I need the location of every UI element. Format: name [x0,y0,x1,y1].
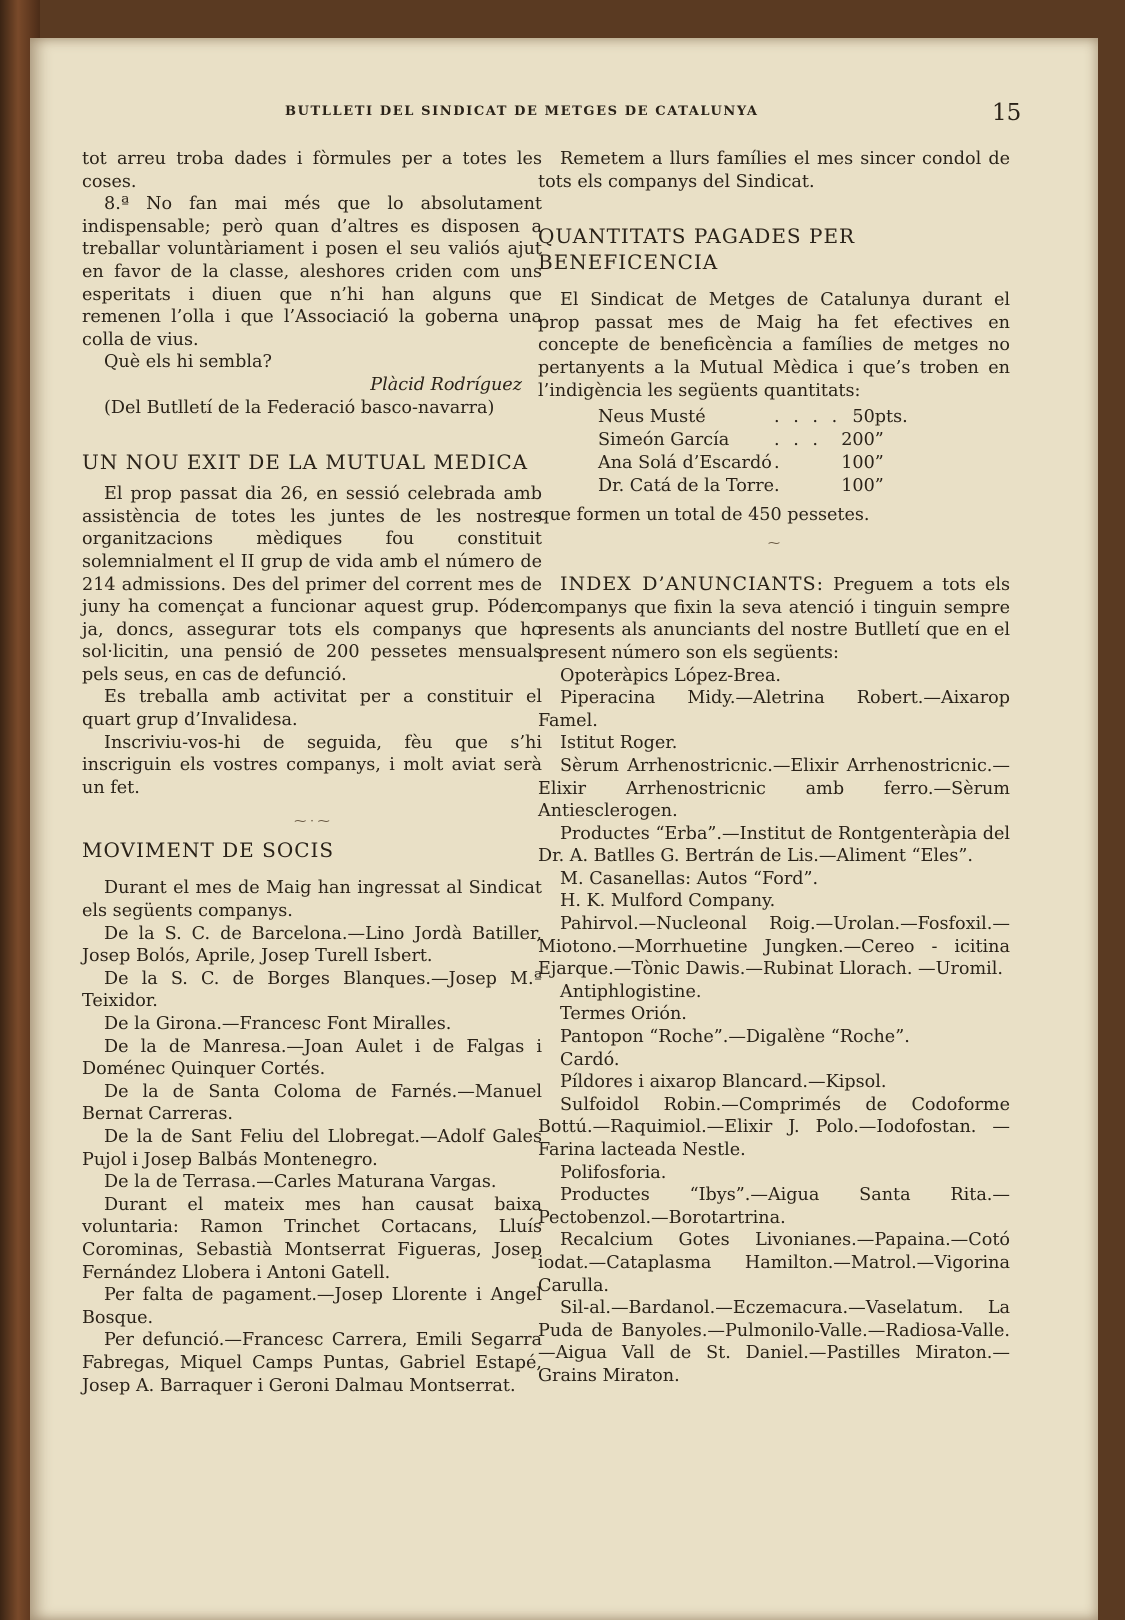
payment-unit: pts. [874,407,908,428]
paragraph: Es treballa amb activitat per a constituir el quart grup d’Invalidesa. [82,687,542,731]
page-header [30,100,1098,134]
table-row [598,406,908,429]
source-note: (Del Butlletí de la Federació basco-navarra) [104,397,495,418]
paragraph: 8.ª No fan mai més que lo absolutament indispensable; però quan d’altres es disposen a treballar voluntàriament i posen el seu valiós ajut en favor de la classe, aleshores criden com uns esperitats i diuen que n’hi han alguns que remenen l’olla i que l’Associació la goberna una colla de vius. [82,194,542,350]
payee-name: Simeón García [598,430,730,451]
advertiser-entry: Sèrum Arrhenostricnic.—Elixir Arrhenostricnic.—Elixir Arrhenostricnic amb ferro.—Sèrum Antiesclerogen. [538,755,1010,822]
index-heading: INDEX D’ANUNCIANTS: [560,572,825,595]
payment-amount: 200 [841,430,875,451]
paragraph: De la S. C. de Borges Blanques.—Josep M.ª Teixidor. [82,968,542,1012]
section-heading: MOVIMENT DE SOCIS [82,838,335,863]
advertiser-entry: Termes Orión. [560,1004,687,1025]
advertiser-entry: Antiphlogistine. [560,981,702,1002]
ornament: ⁓ [768,535,780,550]
advertiser-entry: Opoteràpics López-Brea. [560,665,782,686]
paragraph: El Sindicat de Metges de Catalunya durant el prop passat mes de Maig ha fet efectives en concepte de beneficència a famílies de metges no pertanyents a la Mutual Mèdica i que’s troben en l’indigència les següents quantitats: [538,290,1010,401]
payee-name: Ana Solá d’Escardó [598,453,772,474]
advertiser-entry: Sulfoidol Robin.—Comprimés de Codoforme Bottú.—Raquimiol.—Elixir J. Polo.—Iodofostan. —Farina lacteada Nestle. [538,1094,1010,1160]
payee-name: Dr. Catá de la Torre [598,476,775,497]
right-column [538,148,1010,1388]
paragraph: Per defunció.—Francesc Carrera, Emili Segarra Fabregas, Miquel Camps Puntas, Gabriel Estapé, Josep A. Barraquer i Geroni Dalmau Montserrat. [82,1330,542,1396]
advertiser-entry: Productes “Ibys”.—Aigua Santa Rita.—Pectobenzol.—Borotartrina. [538,1185,1010,1228]
paragraph: De la de Santa Coloma de Farnés.—Manuel Bernat Carreras. [82,1081,542,1125]
table-row [598,475,908,498]
paragraph: De la de Sant Feliu del Llobregat.—Adolf Gales Pujol i Josep Balbás Montenegro. [82,1126,542,1170]
table-row [598,429,908,452]
advertiser-entry: M. Casanellas: Autos “Ford”. [560,868,819,889]
advertiser-entry: Sil-al.—Bardanol.—Eczemacura.—Vaselatum. La Puda de Banyoles.—Pulmonilo-Valle.—Radiosa-Valle.—Aigua Vall de St. Daniel.—Pastilles Miraton.—Grains Miraton. [538,1298,1010,1386]
payee-name: Neus Musté [598,407,706,428]
payment-amount: 50 [852,407,875,428]
advertiser-entry: Pahirvol.—Nucleonal Roig.—Urolan.—Fosfoxil.—Miotono.—Morrhuetine Jungken.—Cereo - icitina Ejarque.—Tònic Dawis.—Rubinat Llorach. —Uromil. [538,914,1010,980]
book-page [30,38,1098,1620]
leader-dots: . [774,476,784,497]
paragraph: De la de Manresa.—Joan Aulet i de Falgas i Doménec Quinquer Cortés. [82,1036,542,1080]
leader-dots: . . . . [774,407,842,428]
payment-unit: ” [874,476,884,497]
paragraph: De la Girona.—Francesc Font Miralles. [104,1014,452,1034]
paragraph: tot arreu troba dades i fòrmules per a totes les coses. [82,149,542,192]
leader-dots: . . . [774,430,823,451]
advertiser-entry: Recalcium Gotes Livonianes.—Papaina.—Cotó iodat.—Cataplasma Hamilton.—Matrol.—Vigorina Carulla. [538,1230,1010,1296]
left-column [82,148,542,1397]
advertiser-entry: Cardó. [560,1049,620,1070]
advertiser-entry: Polifosforia. [560,1162,667,1183]
paragraph: El prop passat dia 26, en sessió celebrada amb assistència de totes les juntes de les nostres organitzacions mèdiques fou constituit solemnialment el II grup de vida amb el número de 214 admissions. Des del primer del corrent mes de juny ha començat a funcionar aquest grup. Póden ja, doncs, assegurar tots els companys que ho sol·licitin, una pensió de 200 pessetes mensuals pels seus, en cas de defunció. [82,484,542,685]
paragraph: De la S. C. de Barcelona.—Lino Jordà Batiller, Josep Bolós, Aprile, Josep Turell Isbert. [82,923,542,967]
paragraph: De la de Terrasa.—Carles Maturana Vargas. [104,1172,497,1193]
section-heading: UN NOU EXIT DE LA MUTUAL MEDICA [82,450,529,475]
paragraph: Durant el mes de Maig han ingressat al Sindicat els següents companys. [82,878,542,922]
paragraph: Què els hi sembla? [104,352,272,373]
payment-amount: 100 [841,476,875,497]
advertiser-entry: Productes “Erba”.—Institut de Rontgenteràpia del Dr. A. Batlles G. Bertrán de Lis.—Aliment “Eles”. [538,823,1010,867]
advertiser-entry: Pantopon “Roche”.—Digalène “Roche”. [560,1027,910,1048]
payment-unit: ” [874,453,884,474]
advertiser-entry: Píldores i aixarop Blancard.—Kipsol. [560,1072,887,1093]
advertiser-entry: Istitut Roger. [560,733,678,754]
table-row [598,452,908,475]
paragraph: Inscriviu-vos-hi de seguida, fèu que s’hi inscriguin els vostres companys, i molt aviat serà un fet. [82,732,542,798]
page-number: 15 [992,100,1022,126]
paragraph: Per falta de pagament.—Josep Llorente i Angel Bosque. [82,1285,542,1328]
running-title: BUTLLETI DEL SINDICAT DE METGES DE CATALUNYA [285,104,759,119]
index-intro: Preguem a tots els companys que fixin la seva atenció i tinguin sempre presents als anunciants del nostre Butlletí que en el present número son els següents: [538,574,1010,663]
ornament: ⁓ · ⁓ [294,814,330,829]
advertiser-entry: Piperacina Midy.—Aletrina Robert.—Aixarop Famel. [538,688,1010,731]
paragraph: que formen un total de 450 pessetes. [538,505,870,526]
paragraph: Durant el mateix mes han causat baixa voluntaria: Ramon Trinchet Cortacans, Lluís Corominas, Sebastià Montserrat Figueras, Josep Fernández Llobera i Antoni Gatell. [82,1194,542,1283]
index-paragraph [538,571,1010,665]
signature: Plàcid Rodríguez [370,374,522,395]
leader-dots: . [774,453,784,474]
payments-table [598,406,908,498]
payment-amount: 100 [841,453,875,474]
paragraph: Remetem a llurs famílies el mes sincer condol de tots els companys del Sindicat. [538,149,1010,192]
advertiser-entry: H. K. Mulford Company. [560,891,776,912]
section-heading: QUANTITATS PAGADES PER BENEFICENCIA [538,224,856,275]
payment-unit: ” [874,430,884,451]
